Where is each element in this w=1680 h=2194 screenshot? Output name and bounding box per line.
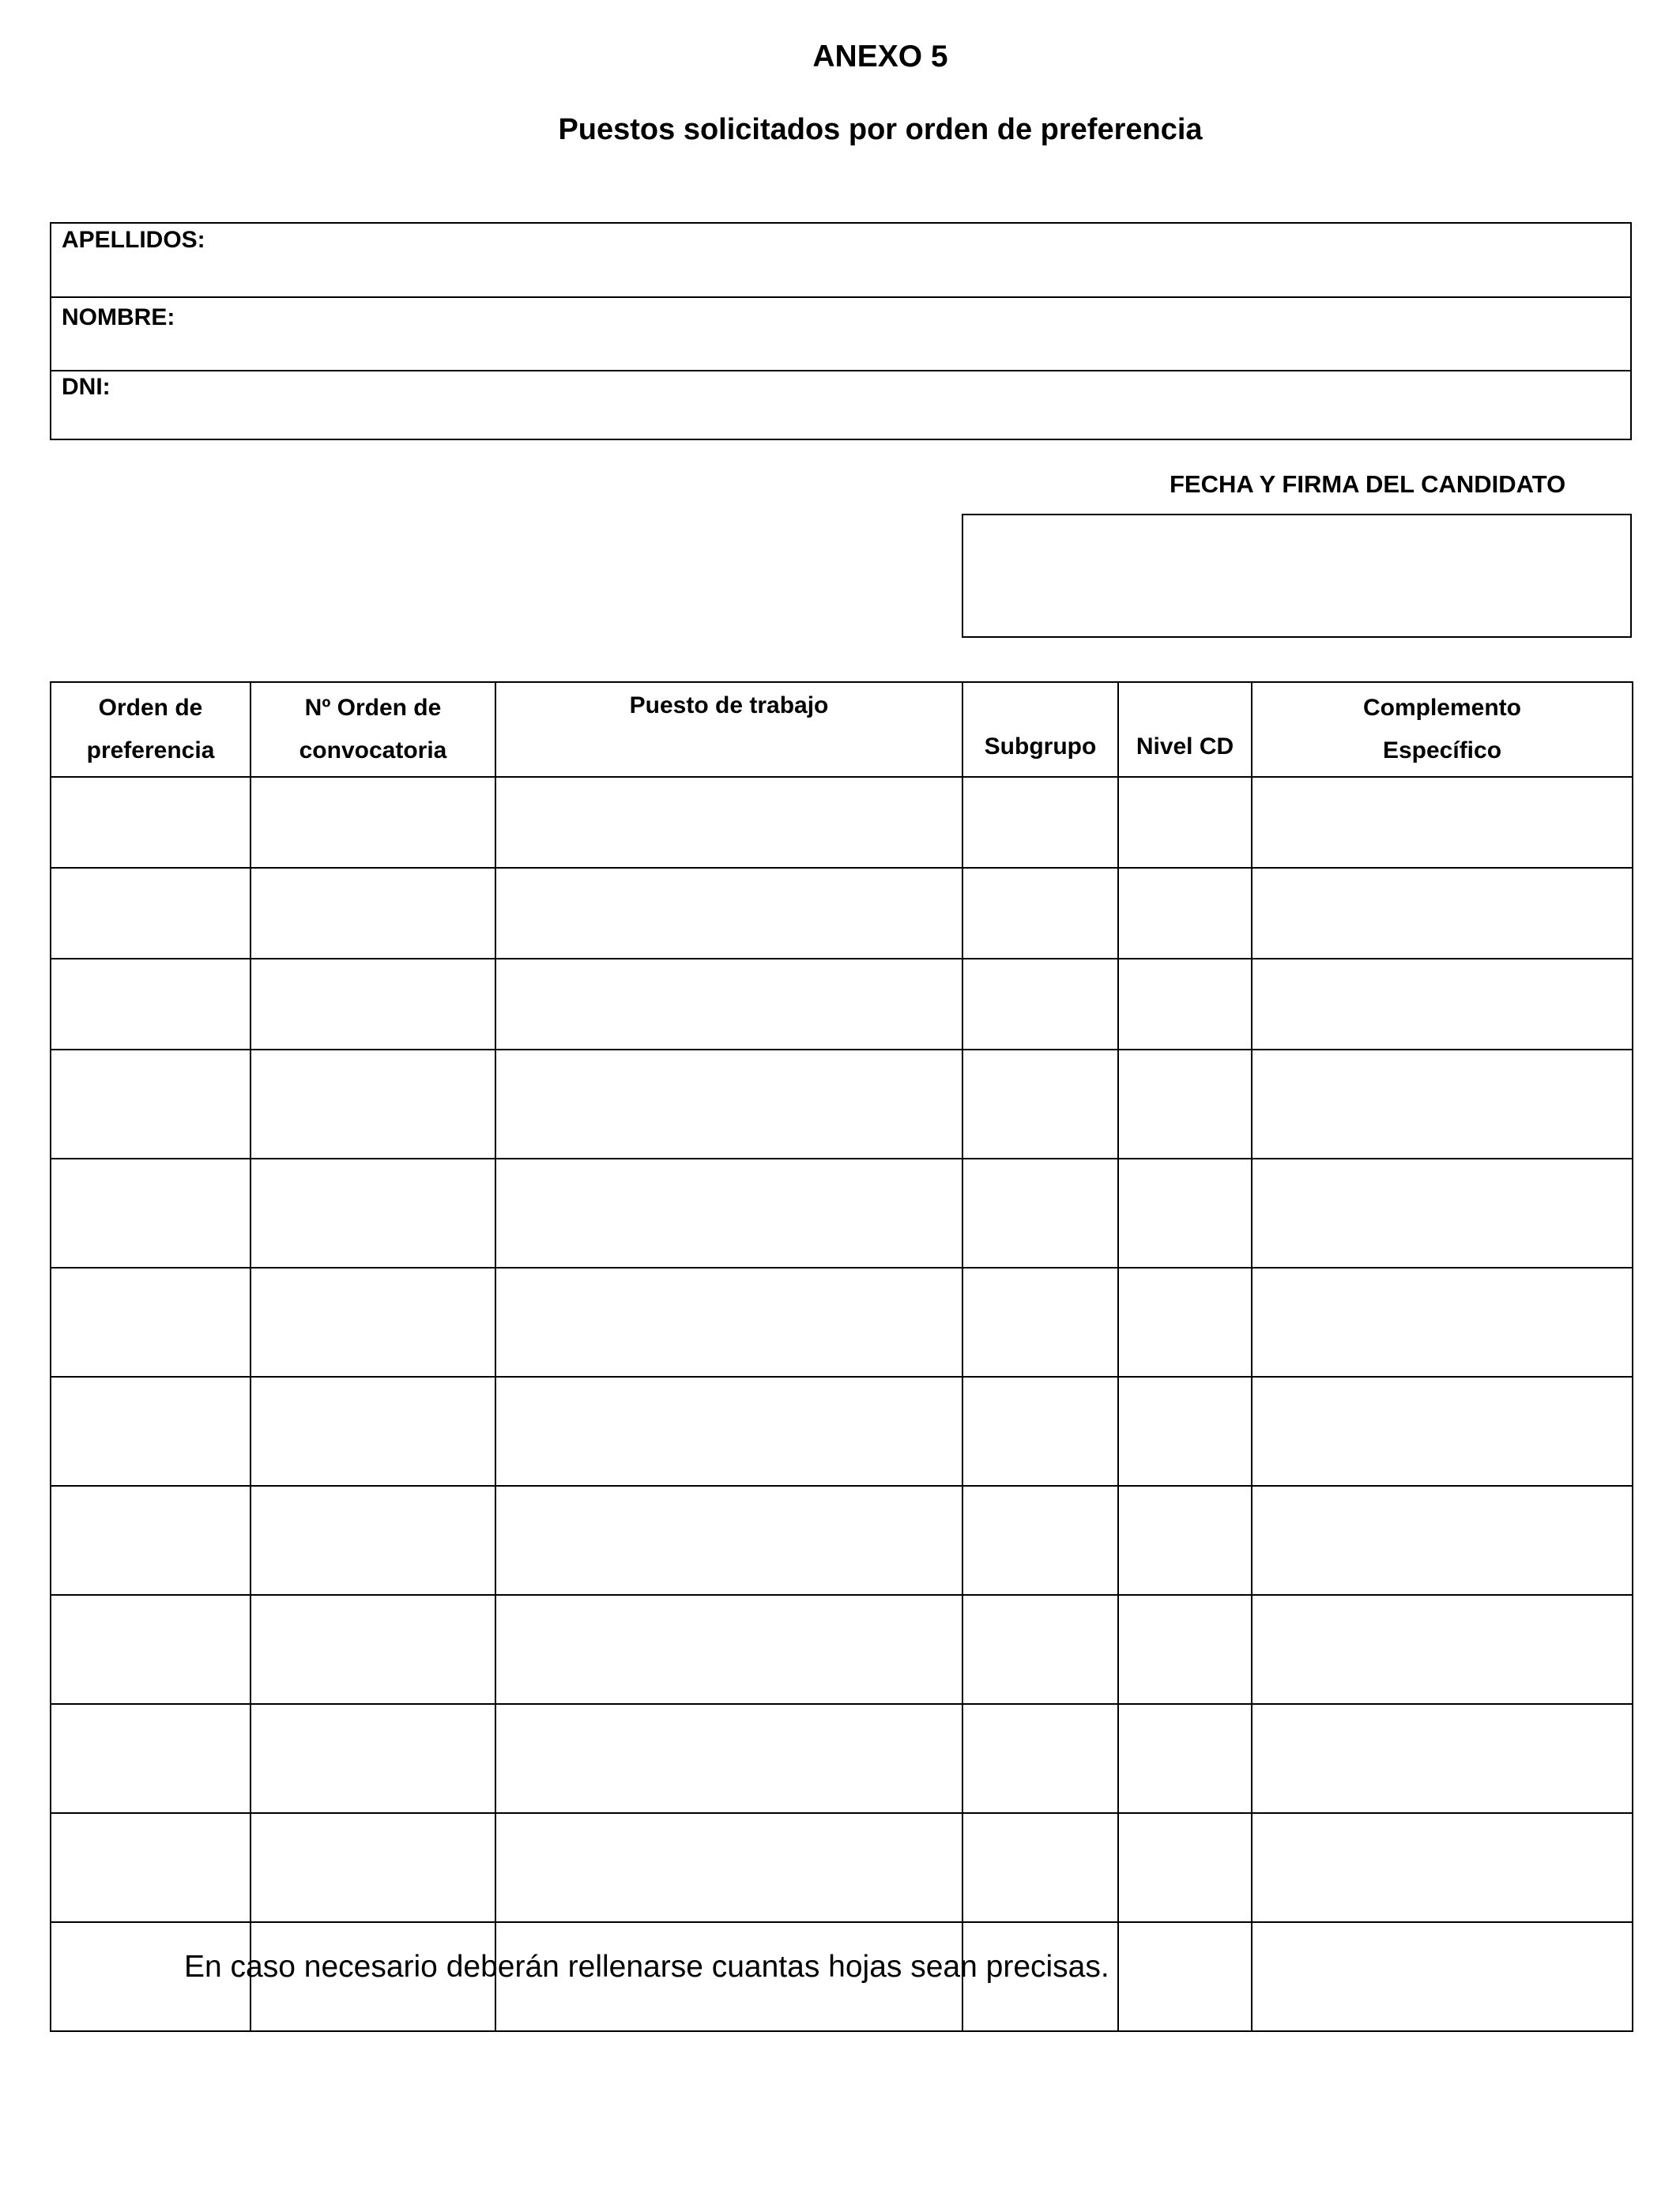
level-cell[interactable] (1118, 1486, 1252, 1595)
call-order-cell[interactable] (250, 1813, 495, 1922)
order-cell[interactable] (51, 1377, 250, 1486)
document-subtitle: Puestos solicitados por orden de preferencia (558, 113, 1203, 146)
call-order-cell[interactable] (250, 1377, 495, 1486)
subgroup-cell[interactable] (962, 1377, 1118, 1486)
subgroup-cell[interactable] (962, 1704, 1118, 1813)
complement-cell[interactable] (1252, 777, 1633, 868)
table-row (51, 777, 1633, 868)
call-order-cell[interactable] (250, 1268, 495, 1377)
job-cell[interactable] (495, 1377, 962, 1486)
table-row (51, 868, 1633, 959)
subgroup-cell[interactable] (962, 959, 1118, 1050)
level-cell[interactable] (1118, 868, 1252, 959)
job-cell[interactable] (495, 1486, 962, 1595)
subgroup-cell[interactable] (962, 1159, 1118, 1268)
id-field[interactable] (51, 371, 1631, 439)
signature-box[interactable] (962, 514, 1632, 638)
complement-cell[interactable] (1252, 1050, 1633, 1159)
level-cell[interactable] (1118, 1922, 1252, 2031)
complement-cell[interactable] (1252, 1377, 1633, 1486)
job-cell[interactable] (495, 1159, 962, 1268)
job-cell[interactable] (495, 1268, 962, 1377)
call-order-cell[interactable] (250, 1050, 495, 1159)
header-order-preference: Orden de preferencia (51, 682, 250, 777)
complement-cell[interactable] (1252, 1486, 1633, 1595)
order-cell[interactable] (51, 1595, 250, 1704)
signature-label: FECHA Y FIRMA DEL CANDIDATO (1170, 470, 1566, 498)
job-cell[interactable] (495, 1813, 962, 1922)
order-cell[interactable] (51, 1050, 250, 1159)
header-call-order: Nº Orden de convocatoria (250, 682, 495, 777)
surname-row (51, 223, 1631, 297)
complement-cell[interactable] (1252, 868, 1633, 959)
surname-field[interactable] (51, 223, 1631, 297)
order-cell[interactable] (51, 1268, 250, 1377)
level-cell[interactable] (1118, 1159, 1252, 1268)
name-label: NOMBRE: (62, 304, 175, 330)
level-cell[interactable] (1118, 1050, 1252, 1159)
header-job-position: Puesto de trabajo (495, 682, 962, 777)
job-cell[interactable] (495, 1704, 962, 1813)
complement-cell[interactable] (1252, 1922, 1633, 2031)
table-row (51, 1486, 1633, 1595)
positions-table-body (51, 777, 1633, 2031)
complement-cell[interactable] (1252, 1159, 1633, 1268)
table-row (51, 1377, 1633, 1486)
complement-cell[interactable] (1252, 1704, 1633, 1813)
table-row (51, 959, 1633, 1050)
order-cell[interactable] (51, 868, 250, 959)
subgroup-cell[interactable] (962, 1595, 1118, 1704)
surname-label: APELLIDOS: (62, 227, 205, 253)
table-row (51, 1704, 1633, 1813)
call-order-cell[interactable] (250, 1159, 495, 1268)
order-cell[interactable] (51, 959, 250, 1050)
call-order-cell[interactable] (250, 1486, 495, 1595)
complement-cell[interactable] (1252, 959, 1633, 1050)
subgroup-cell[interactable] (962, 868, 1118, 959)
call-order-cell[interactable] (250, 1595, 495, 1704)
id-label: DNI: (62, 374, 111, 400)
complement-cell[interactable] (1252, 1813, 1633, 1922)
call-order-cell[interactable] (250, 868, 495, 959)
call-order-cell[interactable] (250, 1704, 495, 1813)
header-subgroup: Subgrupo (962, 682, 1118, 777)
level-cell[interactable] (1118, 777, 1252, 868)
call-order-cell[interactable] (250, 777, 495, 868)
header-level-cd: Nivel CD (1118, 682, 1252, 777)
name-field[interactable] (51, 297, 1631, 371)
header-specific-complement: Complemento Específico (1252, 682, 1633, 777)
order-cell[interactable] (51, 1813, 250, 1922)
level-cell[interactable] (1118, 1595, 1252, 1704)
level-cell[interactable] (1118, 1813, 1252, 1922)
order-cell[interactable] (51, 777, 250, 868)
positions-header-row (51, 682, 1633, 777)
complement-cell[interactable] (1252, 1595, 1633, 1704)
call-order-cell[interactable] (250, 959, 495, 1050)
order-cell[interactable] (51, 1486, 250, 1595)
job-cell[interactable] (495, 777, 962, 868)
level-cell[interactable] (1118, 959, 1252, 1050)
level-cell[interactable] (1118, 1268, 1252, 1377)
subgroup-cell[interactable] (962, 777, 1118, 868)
id-row (51, 371, 1631, 439)
table-row (51, 1268, 1633, 1377)
positions-table (50, 681, 1633, 2032)
job-cell[interactable] (495, 1595, 962, 1704)
subgroup-cell[interactable] (962, 1268, 1118, 1377)
candidate-info-table (50, 222, 1632, 440)
job-cell[interactable] (495, 1050, 962, 1159)
subgroup-cell[interactable] (962, 1486, 1118, 1595)
subgroup-cell[interactable] (962, 1050, 1118, 1159)
name-row (51, 297, 1631, 371)
order-cell[interactable] (51, 1159, 250, 1268)
complement-cell[interactable] (1252, 1268, 1633, 1377)
order-cell[interactable] (51, 1704, 250, 1813)
table-row (51, 1050, 1633, 1159)
job-cell[interactable] (495, 868, 962, 959)
footer-note: En caso necesario deberán rellenarse cuantas hojas sean precisas. (184, 1950, 1109, 1984)
table-row (51, 1813, 1633, 1922)
level-cell[interactable] (1118, 1377, 1252, 1486)
table-row (51, 1159, 1633, 1268)
table-row (51, 1595, 1633, 1704)
subgroup-cell[interactable] (962, 1813, 1118, 1922)
job-cell[interactable] (495, 959, 962, 1050)
level-cell[interactable] (1118, 1704, 1252, 1813)
document-title: ANEXO 5 (812, 40, 948, 74)
